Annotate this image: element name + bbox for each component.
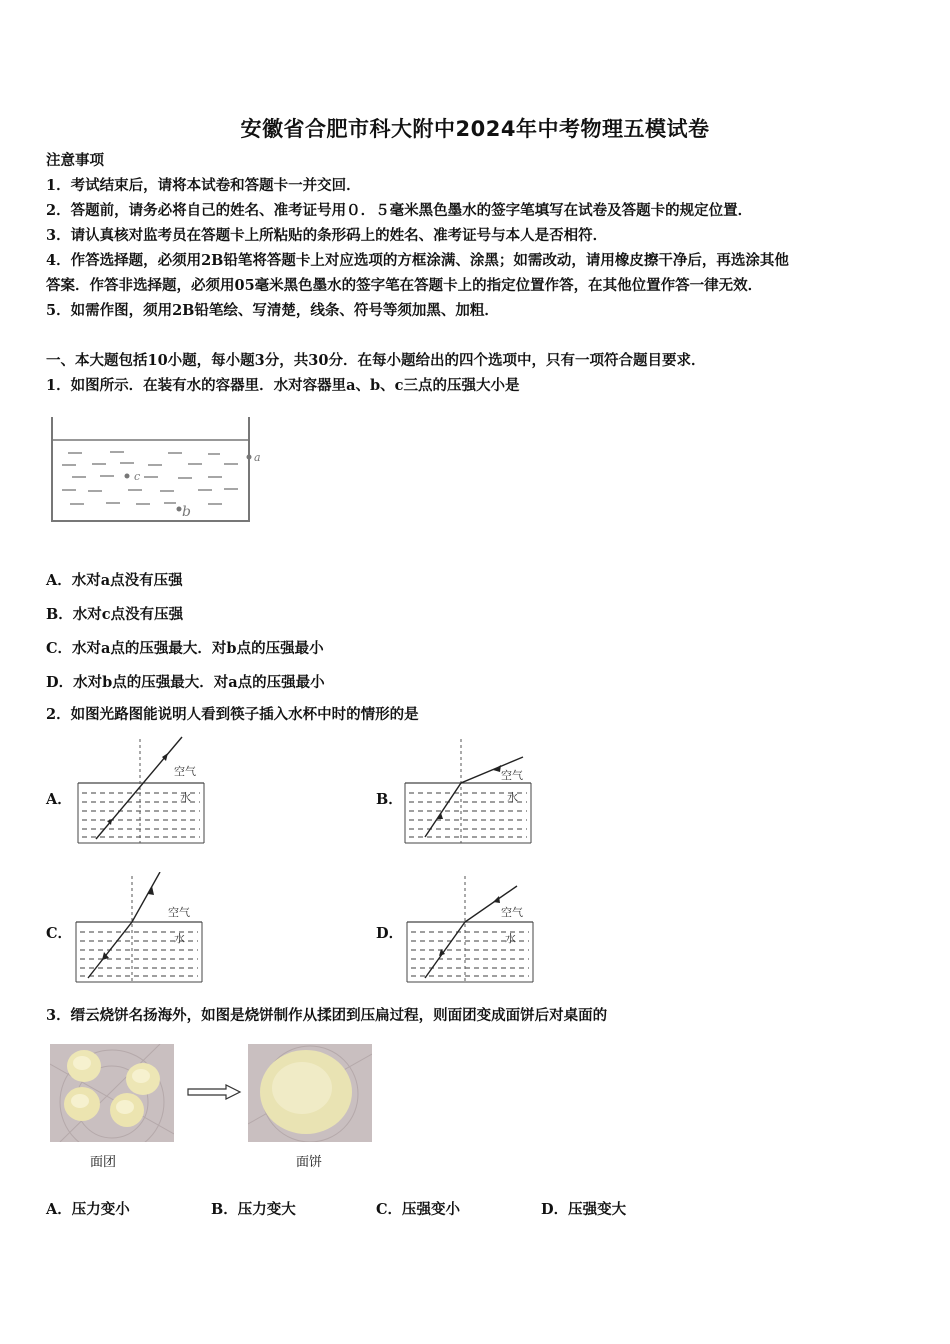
point-a xyxy=(247,455,252,460)
point-b-label: b xyxy=(182,504,191,520)
question-1-stem: 1．如图所示．在装有水的容器里．水对容器里a、b、c三点的压强大小是 xyxy=(46,377,520,394)
optics-figure-d xyxy=(405,872,535,984)
flat-dough-photo xyxy=(248,1044,372,1142)
notice-item: 4．作答选择题，必须用2B铅笔将答题卡上对应选项的方框涂满、涂黑；如需改动，请用橡皮擦干净后，再选涂其他 xyxy=(46,252,789,269)
q2-label-b: B． xyxy=(376,791,403,808)
q1-option-a: A．水对a点没有压强 xyxy=(46,572,183,589)
point-a-label: a xyxy=(254,451,261,464)
question-3-stem: 3．缙云烧饼名扬海外，如图是烧饼制作从揉团到压扁过程，则面团变成面饼后对桌面的 xyxy=(46,1007,608,1024)
notice-item: 3．请认真核对监考员在答题卡上所粘贴的条形码上的姓名、准考证号与本人是否相符． xyxy=(46,227,608,244)
air-label: 空气 xyxy=(501,769,523,782)
optics-figure-b xyxy=(403,735,533,845)
point-c-label: c xyxy=(134,470,141,483)
q3-option-c: C．压强变小 xyxy=(376,1201,461,1218)
point-c xyxy=(125,474,130,479)
process-arrow-icon xyxy=(186,1083,242,1101)
caption-dough-ball: 面团 xyxy=(90,1155,117,1170)
air-label: 空气 xyxy=(174,765,196,778)
q3-option-a: A．压力变小 xyxy=(46,1201,130,1218)
dough-balls-photo xyxy=(50,1044,174,1142)
point-b xyxy=(177,507,182,512)
caption-flat-dough: 面饼 xyxy=(296,1155,323,1170)
section-heading: 一、本大题包括10小题，每小题3分，共30分．在每小题给出的四个选项中，只有一项符合题目要求． xyxy=(46,352,706,369)
q1-option-c: C．水对a点的压强最大．对b点的压强最小 xyxy=(46,640,324,657)
air-label: 空气 xyxy=(501,906,523,919)
water-label: 水 xyxy=(180,791,191,804)
notice-item: 5．如需作图，须用2B铅笔绘、写清楚，线条、符号等须加黑、加粗． xyxy=(46,302,499,319)
q2-label-c: C． xyxy=(46,925,73,942)
notice-item: 2．答题前，请务必将自己的姓名、准考证号用０．５毫米黑色墨水的签字笔填写在试卷及答题卡的规定位置． xyxy=(46,202,753,219)
notice-item: 1．考试结束后，请将本试卷和答题卡一并交回． xyxy=(46,177,361,194)
q2-label-a: A． xyxy=(46,791,72,808)
optics-figure-c xyxy=(74,872,204,984)
water-label: 水 xyxy=(174,932,185,945)
q3-option-d: D．压强变大 xyxy=(541,1201,627,1218)
page-title: 安徽省合肥市科大附中2024年中考物理五模试卷 xyxy=(240,117,710,141)
notice-heading: 注意事项 xyxy=(46,152,104,169)
optics-figure-a xyxy=(76,735,206,845)
q1-option-b: B．水对c点没有压强 xyxy=(46,606,184,623)
water-container-figure xyxy=(48,413,268,525)
air-label: 空气 xyxy=(168,906,190,919)
water-label: 水 xyxy=(505,932,516,945)
question-2-stem: 2．如图光路图能说明人看到筷子插入水杯中时的情形的是 xyxy=(46,706,419,723)
q1-option-d: D．水对b点的压强最大．对a点的压强最小 xyxy=(46,674,325,691)
water-label: 水 xyxy=(507,791,518,804)
q3-option-b: B．压力变大 xyxy=(211,1201,296,1218)
q2-label-d: D． xyxy=(376,925,404,942)
notice-item: 答案．作答非选择题，必须用05毫米黑色墨水的签字笔在答题卡上的指定位置作答，在其他位置作答一律无效． xyxy=(46,277,763,294)
